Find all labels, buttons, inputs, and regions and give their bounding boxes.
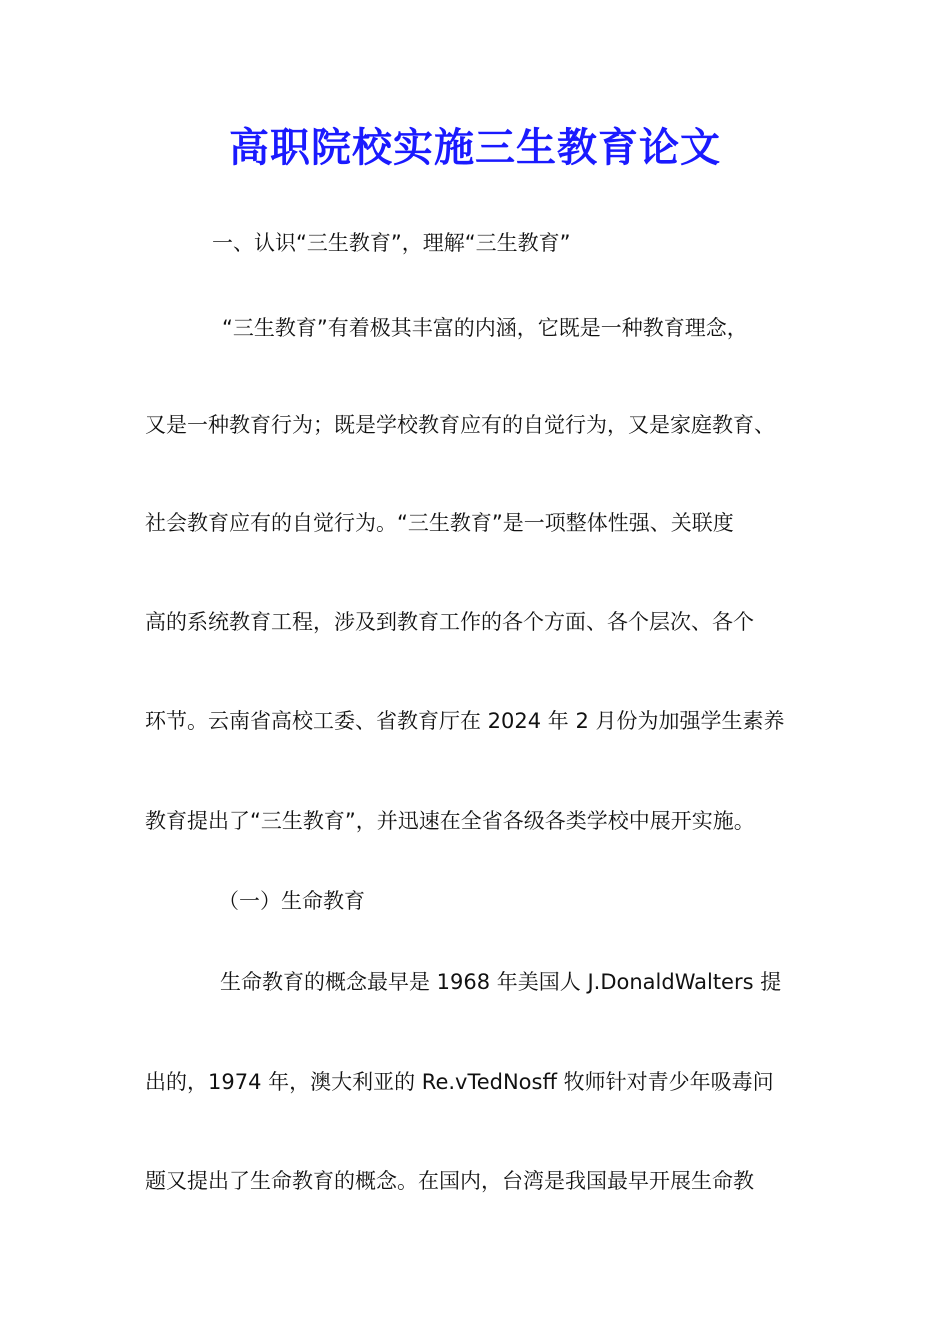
document-title: 高职院校实施三生教育论文 <box>229 124 721 171</box>
paragraph-line: “三生教育”有着极其丰富的内涵，它既是一种教育理念， <box>222 316 748 340</box>
paragraph-line: 教育提出了“三生教育”，并迅速在全省各级各类学校中展开实施。 <box>145 809 755 833</box>
paragraph-line: 出的，1974 年，澳大利亚的 Re.vTedNosff 牧师针对青少年吸毒问 <box>145 1070 774 1094</box>
section-heading: 一、认识“三生教育”，理解“三生教育” <box>212 231 571 255</box>
paragraph-line: 题又提出了生命教育的概念。在国内，台湾是我国最早开展生命教 <box>145 1169 754 1193</box>
paragraph-line: 社会教育应有的自觉行为。“三生教育”是一项整体性强、关联度 <box>145 511 734 535</box>
paragraph-line: 生命教育的概念最早是 1968 年美国人 J.DonaldWalters 提 <box>220 970 782 994</box>
paragraph-line: 又是一种教育行为；既是学校教育应有的自觉行为，又是家庭教育、 <box>145 413 775 437</box>
paragraph-line: 环节。云南省高校工委、省教育厅在 2024 年 2 月份为加强学生素养 <box>145 709 785 733</box>
paragraph-line: 高的系统教育工程，涉及到教育工作的各个方面、各个层次、各个 <box>145 610 754 634</box>
subsection-heading: （一）生命教育 <box>218 889 365 913</box>
